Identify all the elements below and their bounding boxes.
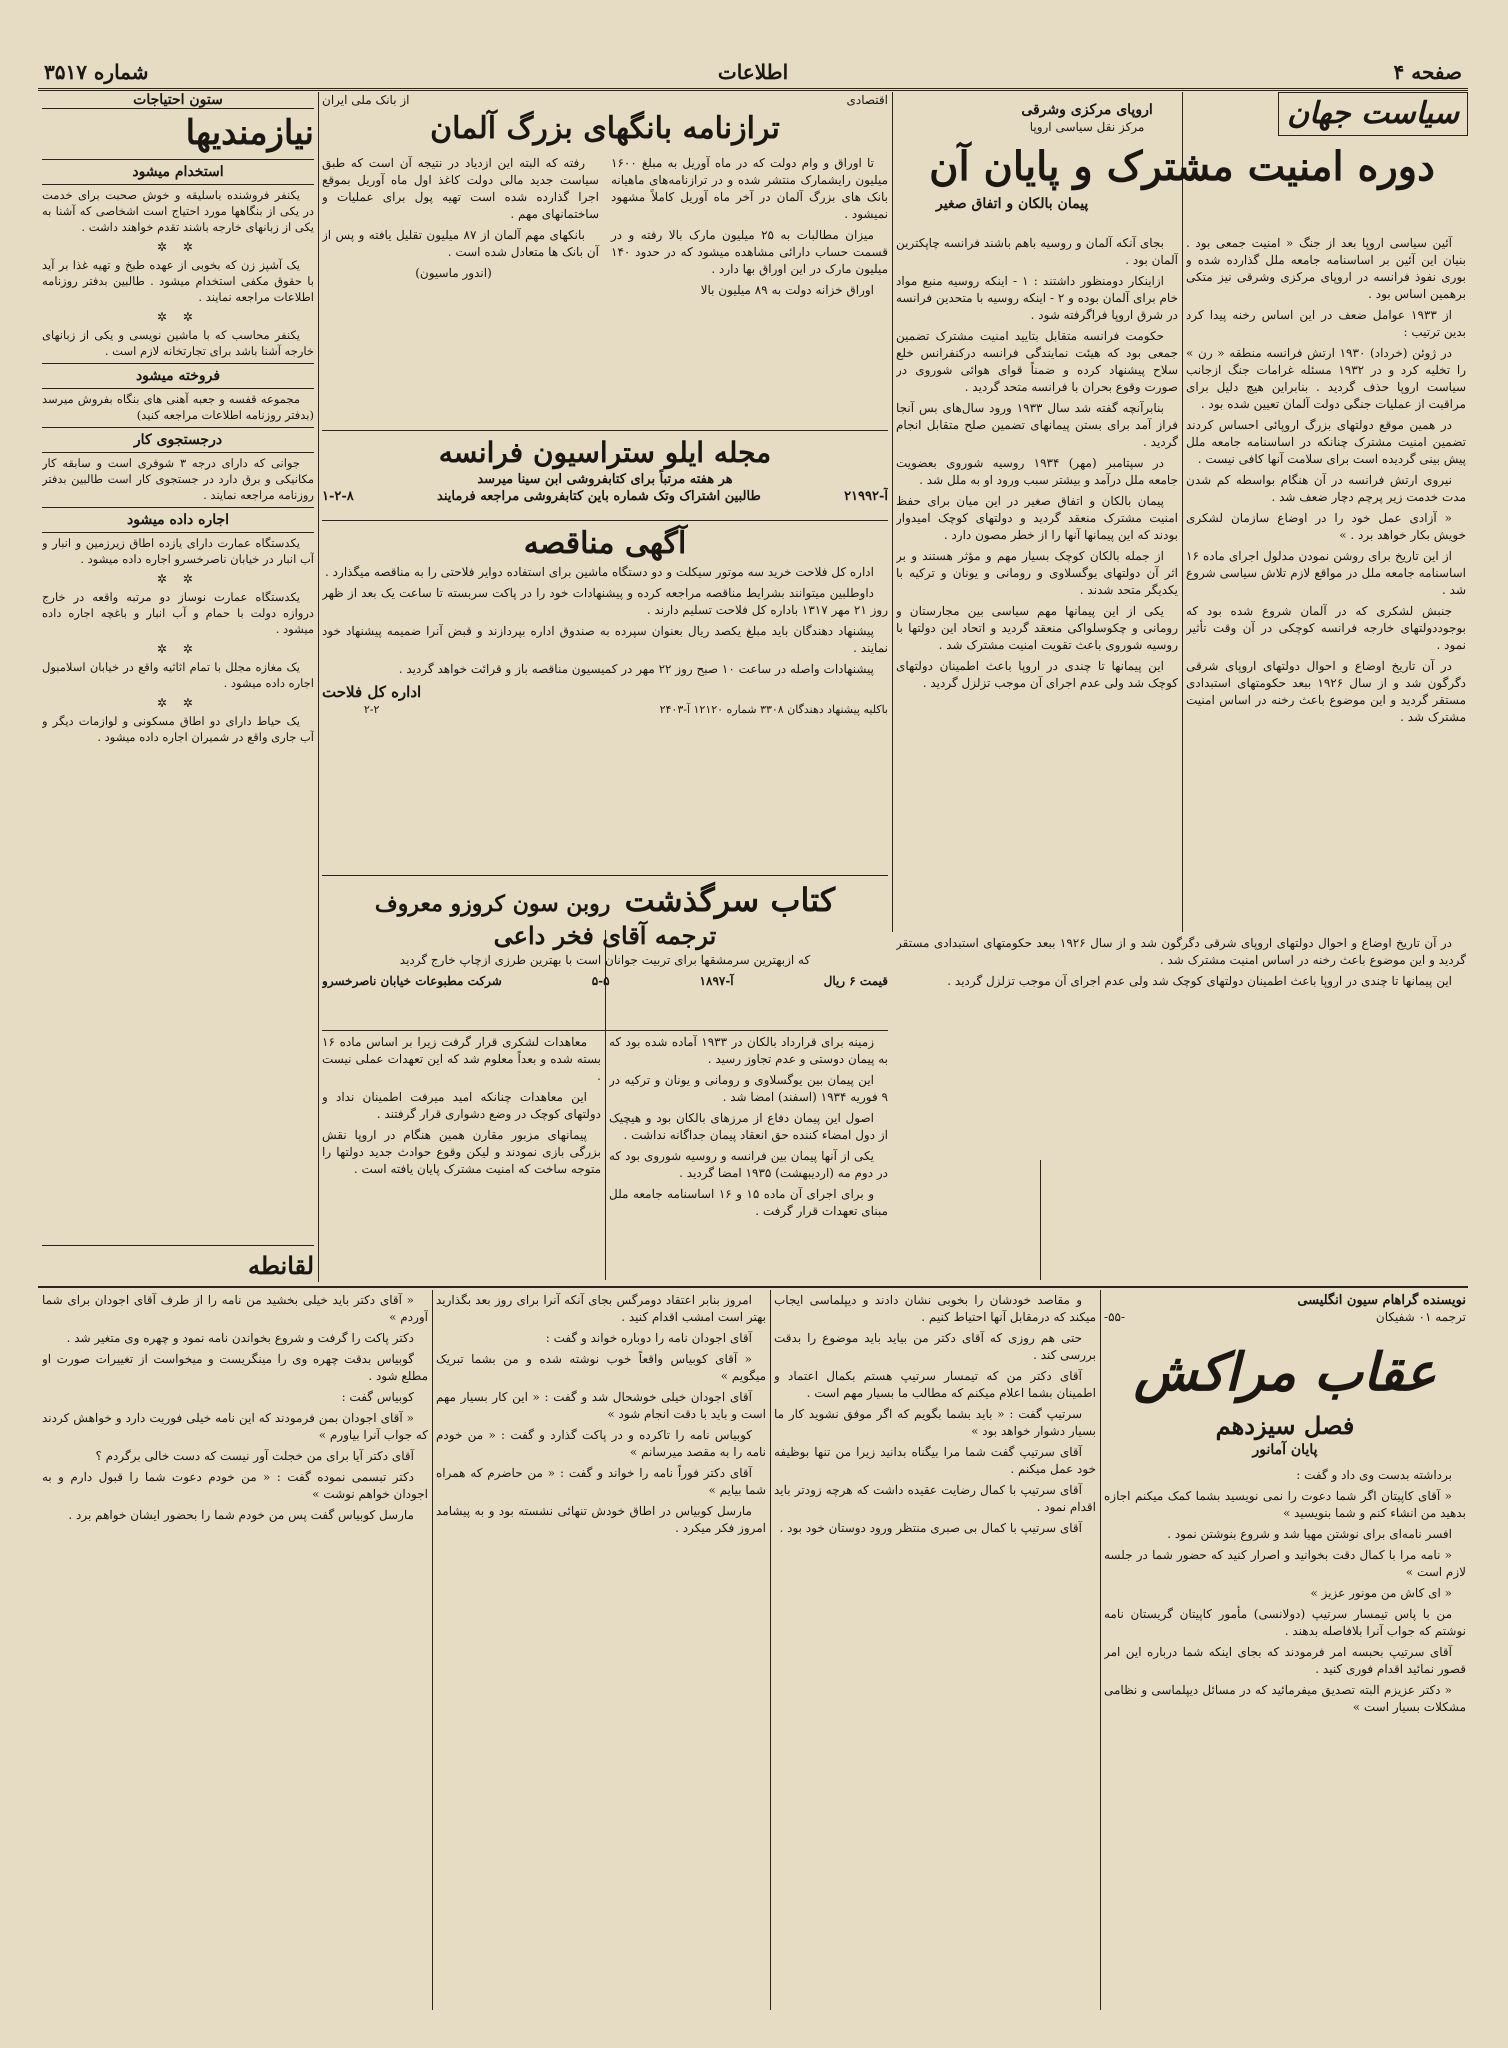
paragraph: رفته که البته این ازدیاد در نتیجه آن است که طبق سیاست جدید مالی دولت کاغذ اول ماه آوریل بموقع اجرا گذارده شده است تهیه پول برای عملیات و ساختمانهای مهم . (322, 156, 599, 221)
paragraph: من با پاس تیمسار سرتیپ (دولانسی) مأمور کاپیتان گریستان نامه نوشتم که جواب آنرا بلافاصله بدهند . (1104, 1607, 1466, 1638)
column-rule (318, 92, 319, 1282)
paragraph: معاهدات لشکری قرار گرفت زیرا بر اساس ماده ۱۶ بسته شده و بعداً معلوم شد که این تعهدات عملی نیست . (322, 1035, 601, 1083)
section-title: ستون احتیاجات (42, 92, 314, 109)
serial-header-column (1104, 1292, 1466, 2008)
section-title: سیاست جهان (1278, 92, 1468, 136)
classified-category: درجستجوی کار (42, 427, 314, 453)
politics-column-2 (896, 235, 1178, 925)
paragraph: اوراق خزانه دولت به ۸۹ میلیون بالا (700, 283, 874, 297)
lost-headline: لقانطه (248, 1251, 314, 1280)
article-kicker: اقتصادی (846, 93, 888, 107)
paragraph: حکومت فرانسه متقابل بتایید امنیت مشترک تضمین جمعی بود که هیئت نمایندگی فرانسه درکنفرانس خلع سلاح پیشنهاد کرده و ضمناً قوای هوائی شوروی در صورت وقوع بحران با فرانسه متحد گردید . (896, 329, 1178, 394)
paragraph: این پیمانها تا چندی در اروپا باعث اطمینان دولتهای کوچک شد ولی عدم اجرای آن موجب تزلزل گردید . (896, 659, 1178, 690)
paragraph: آقای اجودان خیلی خوشحال شد و گفت : « این کار بسیار مهم است و باید با دقت انجام شود » (436, 1390, 766, 1421)
masthead (38, 58, 1468, 91)
paragraph: آقای دکتر فوراً نامه را خواند و گفت : « من حاضرم که همراه شما بیایم » (436, 1466, 766, 1497)
column-rule (892, 92, 893, 932)
paragraph: بانکهای مهم آلمان از ۸۷ میلیون تقلیل یافته و پس از آن بانک ها متعادل شده است . (322, 228, 599, 259)
paragraph: پیشنهاد دهندگان باید مبلغ یکصد ریال بعنوان سپرده به صندوق اداره بپردازند و قبض آنرا ضمیمه پیشنهاد خود نمایند . (322, 624, 888, 655)
paragraph: در آن تاریخ اوضاع و احوال دولتهای اروپای شرقی دگرگون شد و از سال ۱۹۲۶ ببعد حکومتهای استبدادی مستقر گردید و این موضوع باعث رخنه در اساس امنیت مشترک شد . (1186, 659, 1466, 724)
paragraph: نیروی ارتش فرانسه در آن هنگام بواسطه کم شدن مدت خدمت زیر پرچم دچار ضعف شد . (1186, 473, 1466, 504)
serial-author: نویسنده گراهام سیون انگلیسی (1297, 1293, 1466, 1308)
book-title: روبن سون کروزو معروف (374, 891, 611, 917)
paragraph: کوبیاس نامه را تاکرده و در پاکت گذارد و گفت : « من خودم نامه را به مقصد میرسانم » (436, 1428, 766, 1459)
column-rule (1100, 1290, 1101, 2010)
separator-stars-icon: ✲ ✲ (157, 696, 199, 710)
article-source: مرکز نقل سیاسی اروپا (1029, 120, 1145, 134)
issue-number: شماره ۳۵۱۷ (44, 60, 149, 84)
serial-number: -۵۵- (1104, 1310, 1126, 1324)
ad-line: هر هفته مرتباً برای کتابفروشی ابن سینا میرسد (477, 472, 733, 487)
notice-headline: آگهی مناقصه (523, 526, 687, 561)
ad-code: ۵-۵ (591, 974, 610, 988)
paragraph: آقای سرتیپ گفت شما مرا بیگناه بدانید زیرا من تنها بوظیفه خود عمل میکنم . (774, 1445, 1096, 1476)
paragraph: تا اوراق و وام دولت که در ماه آوریل به مبلغ ۱۶۰۰ میلیون رایشمارک منتشر شده و در ترازنامه‌های ماهیانه بانک های بزرگ آلمان در آخر ماه آوریل کاملاً مشهود نمیشود . (611, 156, 888, 221)
paragraph: بجای آنکه آلمان و روسیه باهم باشند فرانسه چاپکترین آلمان بود . (896, 236, 1178, 267)
paper-name: اطلاعات (717, 60, 789, 84)
magazine-ad (322, 435, 888, 517)
classified-item: جوانی که دارای درجه ۳ شوفری است و سابقه کار مکانیکی و برق دارد در جستجوی کار است طالبین بدفتر روزنامه مراجعه نمایند . (42, 456, 314, 502)
paragraph: یکی از این پیمانها مهم سیاسی بین مجارستان و رومانی و چکوسلواکی منعقد گردید و اتحاد این دولتها با روسیه شوروی باعث تقویت امنیت مشترک شد . (896, 604, 1178, 652)
paragraph: یکی از آنها پیمان بین فرانسه و روسیه شوروی بود که در دوم مه (اردیبهشت) ۱۹۳۵ امضا گردید . (609, 1149, 888, 1180)
classified-item: یکدستگاه عمارت دارای یازده اطاق زیرزمین و انبار و آب انبار در خیابان ناصرخسرو اجاره داده میشود . (42, 536, 314, 566)
paragraph: در همین موقع دولتهای بزرگ اروپائی احساس کردند تضمین امنیت مشترک چنانکه در اساسنامه جامعه ملل پیش بینی گردیده است برای سلامت آنها کافی نیست . (1186, 418, 1466, 466)
separator-stars-icon: ✲ ✲ (157, 310, 199, 324)
paragraph: آقای سرتیپ بحبسه امر فرمودند که بجای اینکه شما درباره این امر قصور نمائید اقدام فوری کنید . (1104, 1645, 1466, 1676)
paragraph: کوبیاس گفت : (341, 1390, 414, 1404)
paragraph: « دکتر عزیزم البته تصدیق میفرمائید که در مسائل دیپلماسی و نظامی مشکلات بسیار است » (1104, 1683, 1466, 1714)
lost-found (42, 1250, 314, 1284)
paragraph: « آقای کوبیاس واقعاً خوب نوشته شده و من بشما تبریک میگویم » (436, 1352, 766, 1383)
serial-headline: عقاب مراکش (1133, 1342, 1437, 1403)
section-rule (322, 1030, 888, 1031)
paragraph: زمینه برای قرارداد بالکان در ۱۹۳۳ آماده شده بود که به پیمان دوستی و عدم تجاوز رسید . (609, 1035, 888, 1066)
paragraph: جنبش لشکری که در آلمان شروع شده بود که بوجوددولتهای خارجه فرانسه کوچکی در آن وقت تأثیر نمود . (1186, 604, 1466, 652)
paragraph: پیشنهادات واصله در ساعت ۱۰ صبح روز ۲۲ مهر در کمیسیون مناقصه باز و قرائت خواهد گردید . (398, 662, 874, 676)
paragraph: امروز بنابر اعتقاد دومرگس بجای آنکه آنرا برای روز بعد بگذارید بهتر است امشب اقدام کنید . (436, 1293, 766, 1324)
paragraph: پیمان بالکان و اتفاق صغیر در این میان برای حفظ امنیت مشترک منعقد گردید و دولتهای کوچک امیدوار بودند که این پیمانها آنها را از خطر مصون دارد . (896, 494, 1178, 542)
separator-stars-icon: ✲ ✲ (157, 642, 199, 656)
book-price: قیمت ۶ ریال (823, 974, 888, 988)
paragraph: آقای دکتر من که تیمسار سرتیپ هستم بکمال اعتماد و اطمینان بشما اعلام میکنم که مطالب ما بسیار مهم است . (774, 1369, 1096, 1400)
section-rule (322, 430, 888, 431)
paragraph: بنابرآنچه گفته شد سال ۱۹۳۳ ورود سال‌های بس آنجا فراز آمد برای بستن پیمانهای تضمین صلح متقابل انجام گردید . (896, 401, 1178, 449)
article-source: از بانک ملی ایران (322, 93, 410, 107)
book-publisher: شرکت مطبوعات خیابان ناصرخسرو (322, 974, 502, 988)
ad-headline: مجله ایلو ستراسیون فرانسه (438, 436, 772, 469)
serial-subtitle: پایان آمانور (1252, 1442, 1318, 1458)
lower-politics-left (322, 1034, 601, 1279)
banks-column-1 (611, 155, 888, 303)
paragraph: مارسل کوبیاس در اطاق خودش تنهائی نشسته بود و به پیشامد امروز فکر میکرد . (436, 1504, 766, 1535)
classified-item: یک آشپز زن که بخوبی از عهده طبخ و تهیه غذا بر آید با حقوق مکفی استخدام میشود . طالبین بدفتر روزنامه اطلاعات مراجعه نمایند . (42, 258, 314, 304)
serial-translator: ترجمه ۰۱ شفیکان (1375, 1310, 1466, 1324)
serial-column-4 (42, 1292, 428, 2008)
classified-item: یکنفر محاسب که با ماشین نویسی و یکی از زبانهای خارجه آشنا باشد برای تجارتخانه لازم است . (42, 328, 314, 358)
classified-item: یکنفر فروشنده باسلیقه و خوش صحبت برای خدمت در یکی از بنگاهها مورد احتیاج است اشخاصی که آشنا به یکی از زبانهای خارجه باشند تقدم خواهند داشت . (42, 188, 314, 234)
classified-item: یکدستگاه عمارت نوساز دو مرتبه واقعه در خارج دروازه دولت با حمام و آب انبار و باغچه اجاره داده میشود . (42, 590, 314, 636)
classified-category: اجاره داده میشود (42, 507, 314, 533)
section-rule (322, 520, 888, 521)
ad-code: آ-۲۱۹۹۲ (844, 489, 888, 504)
classified-category: استخدام میشود (42, 159, 314, 185)
article-headline: دوره امنیت مشترک و پایان آن (929, 143, 1435, 190)
separator-stars-icon: ✲ ✲ (157, 240, 199, 254)
separator-stars-icon: ✲ ✲ (157, 572, 199, 586)
paragraph: افسر نامه‌ای برای نوشتن مهیا شد و شروع بنوشتن نمود . (1167, 1527, 1452, 1541)
paragraph: اداره کل فلاحت خرید سه موتور سیکلت و دو دستگاه ماشین برای استفاده دوایر فلاحتی را به مناقصه میگذارد . (325, 565, 874, 579)
section-rule (322, 875, 888, 876)
notice-code: ۲-۲ (363, 703, 380, 716)
paragraph: « آقای دکتر باید خیلی بخشید من نامه را از طرف آقای اجودان برای شما آوردم » (42, 1293, 428, 1324)
book-description: که ازبهترین سرمشقها برای تربیت جوانان است با بهترین طرزی ازچاپ خارج گردید (399, 953, 811, 967)
paragraph: « ای کاش من مونور عزیز » (1310, 1586, 1452, 1600)
banks-column-2 (322, 155, 599, 303)
classified-item: مجموعه قفسه و جعبه آهنی های بنگاه بفروش میرسد (بدفتر روزنامه اطلاعات مراجعه کنید) (42, 392, 314, 422)
serial-chapter: فصل سیزدهم (1215, 1411, 1355, 1440)
paragraph: داوطلبین میتوانند بشرایط مناقصه مراجعه کرده و پیشنهادات خود را در پاکت سربسته تا ساعت یک بعد از ظهر روز ۲۱ مهر ۱۳۱۷ باداره کل فلاحت تسلیم دارند . (322, 586, 888, 617)
tender-notice (322, 524, 888, 872)
paragraph: ازاینکار دومنظور داشتند : ۱ - اینکه روسیه منبع مواد خام برای آلمان بوده و ۲ - اینکه روسیه با متحدین فرانسه در شرق اروپا فراگرفته شود . (896, 274, 1178, 322)
column-rule (770, 1290, 771, 2010)
paragraph: این معاهدات چنانکه امید میرفت اطمینان نداد و دولتهای کوچک در وضع دشواری قرار گرفتند . (322, 1090, 601, 1121)
paragraph: « آزادی عمل خود را در اوضاع سازمان لشکری خویش بکار خواهد برد . » (1186, 511, 1466, 542)
paragraph: این پیمان بین یوگسلاوی و رومانی و یونان و ترکیه در ۹ فوریه ۱۹۳۴ (اسفند) امضا شد . (609, 1073, 888, 1104)
paragraph: آقای اجودان نامه را دوباره خواند و گفت : (545, 1331, 752, 1345)
paragraph: در آن تاریخ اوضاع و احوال دولتهای اروپای شرقی دگرگون شد و از سال ۱۹۲۶ ببعد حکومتهای استبدادی مستقر گردید و این موضوع باعث رخنه در اساس امنیت مشترک شد . (896, 936, 1466, 967)
paragraph: از ۱۹۳۳ عوامل ضعف در این اساس رخنه پیدا کرد بدین ترتیب : (1186, 308, 1466, 339)
paragraph: (اندور ماسیون) (415, 266, 492, 280)
lower-politics-right (609, 1034, 888, 1279)
ad-headline: کتاب سرگذشت (624, 881, 836, 919)
book-ad (322, 880, 888, 1027)
article-headline: ترازنامه بانگهای بزرگ آلمان (430, 111, 780, 146)
paragraph: و برای اجرای آن ماده ۱۵ و ۱۶ اساسنامه جامعه ملل مبنای تعهدات قرار گرفت . (609, 1187, 888, 1218)
paragraph: آقای سرتیپ با کمال رضایت عقیده داشت که هرچه زودتر باید اقدام نمود . (774, 1483, 1096, 1514)
paragraph: از جمله بالکان کوچک بسیار مهم و مؤثر هستند و بر اثر آن دولتهای یوگسلاوی و رومانی و یونان و ترکیه با یکدیگر متحد شدند . (896, 549, 1178, 597)
paragraph: حتی هم روزی که آقای دکتر من بیاید باید موضوع را بدقت بررسی کند . (774, 1331, 1096, 1362)
politics-column-1 (1186, 235, 1466, 925)
classified-item: یک مغازه مجلل با تمام اثاثیه واقع در خیابان اسلامبول اجاره داده میشود . (42, 660, 314, 690)
paragraph: آئین سیاسی اروپا بعد از جنگ « امنیت جمعی بود . بنیان این آئین بر اساسنامه جامعه ملل گذارده شده و بوری نفوذ فرانسه در اروپای مرکزی وشرقی نیز متکی برهمین اساس بود . (1186, 236, 1466, 301)
section-rule (38, 1286, 1468, 1288)
paragraph: برداشته بدست وی داد و گفت : (1296, 1468, 1452, 1482)
column-rule (432, 1290, 433, 2010)
paragraph: « نامه مرا با کمال دقت بخوانید و اصرار کنید که حضور شما در جلسه لازم است » (1104, 1548, 1466, 1579)
serial-column-3 (436, 1292, 766, 2008)
page-number: صفحه ۴ (1393, 60, 1462, 84)
paragraph: پیمانهای مزبور مقارن همین هنگام در اروپا نقش بزرگی بازی نمودند و لیکن وقوع حوادث جدید دولتها را متوجه ساخت که امنیت مشترک پایان یافته است . (322, 1128, 601, 1176)
paragraph: و مقاصد خودشان را بخوبی نشان دادند و دیپلماسی ایجاب میکند که درمقابل آنها احتیاط کنیم . (774, 1293, 1096, 1324)
classified-category: فروخته میشود (42, 363, 314, 389)
paragraph: آقای سرتیپ با کمال بی صبری منتظر ورود دوستان خود بود . (779, 1521, 1082, 1535)
classifieds-column (42, 92, 314, 1242)
ad-code: آ-۱۸۹۷ (699, 974, 734, 988)
article-subhead: پیمان بالکان و اتفاق صغیر (936, 196, 1089, 212)
classifieds-headline: نیازمندیها (185, 113, 314, 153)
paragraph: این پیمانها تا چندی در اروپا باعث اطمینان دولتهای کوچک شد ولی عدم اجرای آن موجب تزلزل گردید . (947, 974, 1452, 988)
paragraph: از این تاریخ برای روشن نمودن مدلول اجرای ماده ۱۶ اساسنامه جامعه ملل در مواقع لازم تلاش سیاسی شروع شد . (1186, 549, 1466, 597)
politics-continuation (896, 935, 1466, 1280)
ad-line: طالبین اشتراک وتک شماره باین کتابفروشی مراجعه فرمایند (437, 489, 761, 504)
paragraph: سرتیپ گفت : « باید بشما بگویم که اگر موفق نشوید کار ما بسیار دشوار خواهد بود » (774, 1407, 1096, 1438)
paragraph: مارسل کوبیاس گفت پس من خودم شما را بحضور ایشان خواهم برد . (68, 1508, 414, 1522)
paragraph: اصول این پیمان دفاع از مرزهای بالکان بود و هیچیک از دول امضاء کننده حق انعقاد پیمان جداگانه نداشت . (609, 1111, 888, 1142)
notice-signature: اداره کل فلاحت (322, 683, 422, 701)
paragraph: میزان مطالبات به ۲۵ میلیون مارک بالا رفته و در قسمت حساب دارائی مشاهده میشود که در حدود ۱۴۰ میلیون مارک در این اوراق بها دارد . (611, 228, 888, 276)
article-kicker: اروپای مرکزی وشرقی (1021, 102, 1153, 118)
notice-footer: باکلیه پیشنهاد دهندگان ۳۳۰۸ شماره ۱۲۱۲۰ آ-۲۴۰۳ (659, 703, 888, 716)
classified-item: یک حیاط دارای دو اطاق مسکونی و لوازمات دیگر و آب جاری واقع در شمیران اجاره داده میشود . (42, 714, 314, 744)
paragraph: در سپتامبر (مهر) ۱۹۳۴ روسیه شوروی بعضویت جامعه ملل درآمد و بیشتر سبب ورود او به ملل شد . (896, 456, 1178, 487)
serial-column-2 (774, 1292, 1096, 2008)
paragraph: آقای دکتر آیا برای من خجلت آور نیست که دست خالی برگردم ؟ (95, 1449, 414, 1463)
book-translator: ترجمه آقای فخر داعی (493, 921, 717, 950)
paragraph: دکتر تبسمی نموده گفت : « من خودم دعوت شما را قبول دارم و به اجودان خواهم نوشت » (42, 1470, 428, 1501)
ad-code: ۱-۲-۸ (322, 489, 354, 504)
section-rule (42, 1245, 314, 1246)
paragraph: « آقای کاپیتان اگر شما دعوت را نمی نویسید بشما کمک میکنم اجازه بدهید من انشاء کنم و شما بنویسید » (1104, 1489, 1466, 1520)
banks-article (322, 92, 888, 427)
paragraph: دکتر پاکت را گرفت و شروع بخواندن نامه نمود و چهره وی متغیر شد . (66, 1331, 414, 1345)
paragraph: در ژوئن (خرداد) ۱۹۳۰ ارتش فرانسه منطقه « رن » را تخلیه کرد و در ۱۹۳۲ مسئله غرامات جنگ ازجانب سیاست اروپا حذف گردید . بنابراین هیچ دلیل برای مراقبت از عملیات جنگی دولت آلمان تعیین شده بود . (1186, 346, 1466, 411)
paragraph: « آقای اجودان بمن فرمودند که این نامه خیلی فوریت دارد و خواهش کردند که جواب آنرا بیاورم » (42, 1411, 428, 1442)
paragraph: گوبیاس بدقت چهره وی را مینگریست و میخواست از تغییرات صورت او مطلع شود . (42, 1352, 428, 1383)
